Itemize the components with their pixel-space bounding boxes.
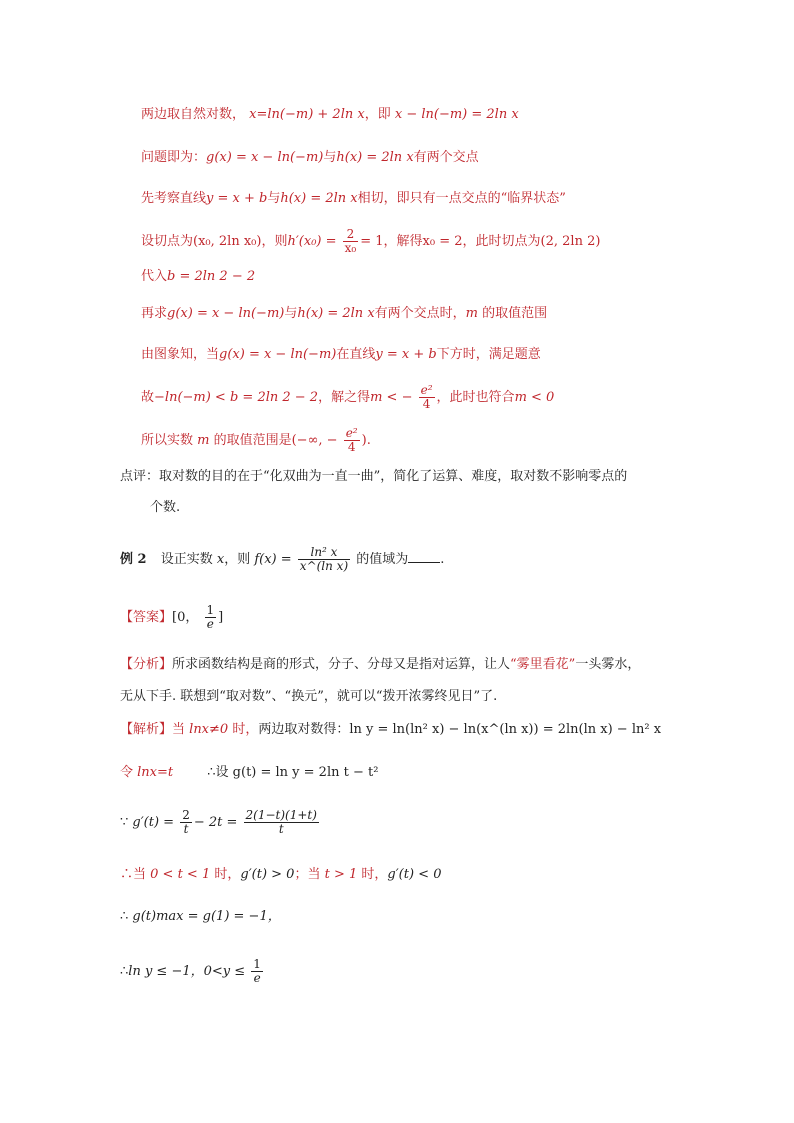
line-tangent: 先考察直线y = x + b与h(x) = 2ln x相切，即只有一点交点的“临界状态” <box>141 191 566 206</box>
fraction: $\frac{\text{e²}}{4}$ <box>420 383 433 411</box>
fraction: $\frac{2(1-t)(1+t)}{t}$ <box>245 808 317 836</box>
line-substitute: 代入b = 2ln 2 − 2 <box>141 269 256 284</box>
line-tangent-point: 设切点为(x₀, 2ln x₀)，则h′(x₀) = $\frac{2}{\text{x₀}}$ = 1，解得x₀ = 2，此时切点为(2, 2ln 2) <box>141 227 601 255</box>
line-so: 故−ln(−m) < b = 2ln 2 − 2，解之得m < − $\frac{\text{e²}}{4}$ ，此时也符合m < 0 <box>141 383 555 411</box>
comment-line-2: 个数. <box>150 500 181 515</box>
solution-line-3: ∵ g′(t) = $\frac{2}{t}$ − 2t = $\frac{2(1-t)(1+t)}{t}$ <box>120 808 317 836</box>
fraction: $\frac{2}{t}$ <box>182 808 190 836</box>
formula: x − ln(−m) = 2ln x <box>394 107 519 122</box>
solution-line-1: 【解析】当 lnx≠0 时，两边取对数得：ln y = ln(ln² x) − ln(x^(ln x)) = 2ln(ln x) − ln² x <box>120 722 662 737</box>
solution-line-6: ∴ln y ≤ −1，0<y ≤ $\frac{1}{e}$ <box>120 957 261 985</box>
fraction: $\frac{\text{e²}}{4}$ <box>345 426 358 454</box>
fraction: $\frac{\text{ln² x}}{\text{x\textasciicircum{}(ln x)}}$ <box>299 545 349 573</box>
line-graph: 由图象知，当g(x) = x − ln(−m)在直线y = x + b下方时，满足题意 <box>141 347 541 362</box>
example-2-heading: 例 2 设正实数 x，则 f(x) = $\frac{\text{ln² x}}{\text{x\textasciicircum{}(ln x)}}$ 的值域为 . <box>120 545 445 573</box>
solution-line-2: 令 lnx=t ∴设 g(t) = ln y = 2ln t − t² <box>120 765 379 780</box>
fraction: $\frac{2}{\text{x₀}}$ <box>344 227 357 255</box>
fraction: $\frac{1}{e}$ <box>206 603 215 631</box>
analysis-line-1: 【分析】所求函数结构是商的形式，分子、分母又是指对运算，让人“雾里看花”一头雾水， <box>120 657 641 672</box>
formula: x=ln(−m) + 2ln x <box>249 107 365 122</box>
line-problem: 问题即为：g(x) = x − ln(−m)与h(x) = 2ln x有两个交点 <box>141 150 479 165</box>
line-find-range: 再求g(x) = x − ln(−m)与h(x) = 2ln x有两个交点时，m 的取值范围 <box>141 306 548 321</box>
analysis-line-2: 无从下手. 联想到“取对数”、“换元”，就可以“拨开浓雾终见日”了. <box>120 689 498 704</box>
line-take-log: 两边取自然对数， x=ln(−m) + 2ln x，即 x − ln(−m) = 2ln x <box>141 107 519 122</box>
solution-line-5: ∴ g(t)max = g(1) = −1， <box>120 909 281 924</box>
answer-line: 【答案】[0， $\frac{1}{e}$ ] <box>120 603 224 631</box>
answer-blank <box>408 550 440 563</box>
comment-line-1: 点评：取对数的目的在于“化双曲为一直一曲”，简化了运算、难度，取对数不影响零点的 <box>120 469 628 484</box>
line-result: 所以实数 m 的取值范围是(−∞, − $\frac{\text{e²}}{4}$ ). <box>141 426 371 454</box>
fraction: $\frac{1}{e}$ <box>253 957 261 985</box>
solution-line-4: ∴当 0 < t < 1 时，g′(t) > 0；当 t > 1 时，g′(t) < 0 <box>120 867 442 882</box>
